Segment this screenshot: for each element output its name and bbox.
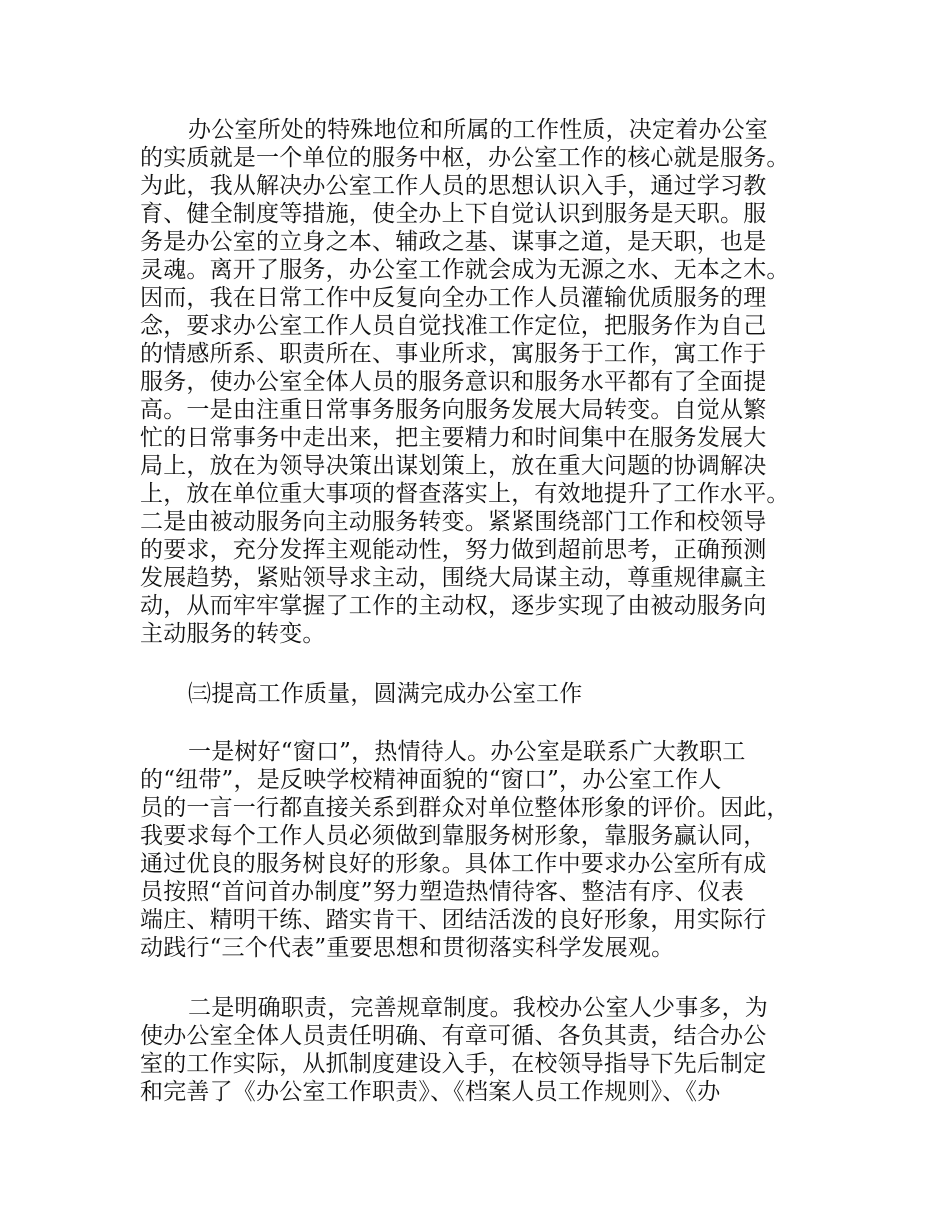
section-heading: ㈢提高工作质量，圆满完成办公室工作: [188, 681, 583, 707]
paragraph-2-line: 员的一言一行都直接关系到群众对单位整体形象的评价。因此，: [140, 795, 790, 821]
paragraph-1-line: 的要求，充分发挥主观能动性，努力做到超前思考，正确预测: [140, 537, 767, 563]
paragraph-2-line: 端庄、精明干练、踏实肯干、团结活泼的良好形象，用实际行: [140, 907, 767, 933]
paragraph-2-line: 员按照“首问首办制度”努力塑造热情待客、整洁有序、仪表: [140, 879, 744, 905]
paragraph-1-line: 念，要求办公室工作人员自觉找准工作定位，把服务作为自己: [140, 313, 767, 339]
paragraph-1-line: 的实质就是一个单位的服务中枢，办公室工作的核心就是服务。: [140, 145, 790, 171]
paragraph-1-line: 因而，我在日常工作中反复向全办工作人员灌输优质服务的理: [140, 285, 767, 311]
paragraph-1-line: 为此，我从解决办公室工作人员的思想认识入手，通过学习教: [140, 173, 767, 199]
paragraph-3-line: 使办公室全体人员责任明确、有章可循、各负其责，结合办公: [140, 1023, 767, 1049]
paragraph-3-line: 室的工作实际，从抓制度建设入手，在校领导指导下先后制定: [140, 1051, 767, 1077]
paragraph-2-line: 我要求每个工作人员必须做到靠服务树形象，靠服务赢认同，: [140, 823, 767, 849]
paragraph-1-line: 动，从而牢牢掌握了工作的主动权，逐步实现了由被动服务向: [140, 593, 767, 619]
paragraph-1-line: 的情感所系、职责所在、事业所求，寓服务于工作，寓工作于: [140, 341, 767, 367]
paragraph-2-line: 一是树好“窗口”，热情待人。办公室是联系广大教职工: [188, 739, 746, 765]
paragraph-1-line: 二是由被动服务向主动服务转变。紧紧围绕部门工作和校领导: [140, 509, 767, 535]
paragraph-1-line: 高。一是由注重日常事务服务向服务发展大局转变。自觉从繁: [140, 397, 767, 423]
paragraph-1-line: 局上，放在为领导决策出谋划策上，放在重大问题的协调解决: [140, 453, 767, 479]
paragraph-2-line: 动践行“三个代表”重要思想和贯彻落实科学发展观。: [140, 935, 675, 961]
paragraph-2-line: 通过优良的服务树良好的形象。具体工作中要求办公室所有成: [140, 851, 767, 877]
paragraph-1-line: 发展趋势，紧贴领导求主动，围绕大局谋主动，尊重规律赢主: [140, 565, 767, 591]
paragraph-3-line: 二是明确职责，完善规章制度。我校办公室人少事多，为: [188, 995, 768, 1021]
paragraph-1-line: 上，放在单位重大事项的督查落实上，有效地提升了工作水平。: [140, 481, 790, 507]
paragraph-1-line: 育、健全制度等措施，使全办上下自觉认识到服务是天职。服: [140, 201, 767, 227]
paragraph-1-line: 忙的日常事务中走出来，把主要精力和时间集中在服务发展大: [140, 425, 767, 451]
paragraph-1-line: 服务，使办公室全体人员的服务意识和服务水平都有了全面提: [140, 369, 767, 395]
paragraph-3-line: 和完善了《办公室工作职责》、《档案人员工作规则》、《办: [140, 1079, 721, 1105]
paragraph-1-line: 务是办公室的立身之本、辅政之基、谋事之道，是天职，也是: [140, 229, 767, 255]
paragraph-1-line: 灵魂。离开了服务，办公室工作就会成为无源之水、无本之木。: [140, 257, 790, 283]
paragraph-1-line: 办公室所处的特殊地位和所属的工作性质，决定着办公室: [188, 117, 768, 143]
paragraph-2-line: 的“纽带”，是反映学校精神面貌的“窗口”，办公室工作人: [140, 767, 722, 793]
paragraph-1-line: 主动服务的转变。: [140, 621, 326, 647]
